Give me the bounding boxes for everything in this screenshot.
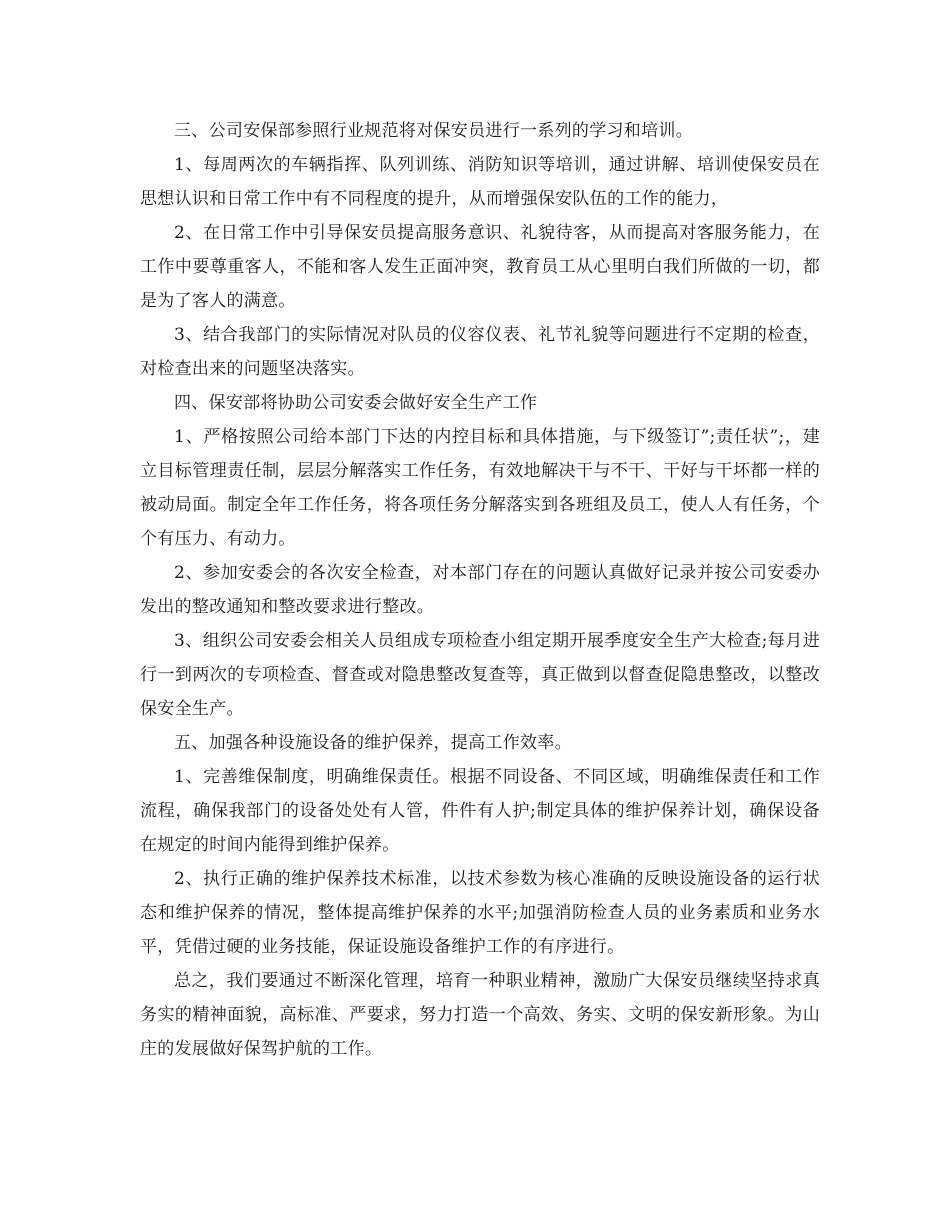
- document-body: [140, 114, 820, 1066]
- paragraph-4-2: 2、参加安委会的各次安全检查，对本部门存在的问题认真做好记录并按公司安委办发出的整改通知和整改要求进行整改。: [140, 563, 820, 617]
- paragraph-4-3: 3、组织公司安委会相关人员组成专项检查小组定期开展季度安全生产大检查;每月进行一到两次的专项检查、督查或对隐患整改复查等，真正做到以督查促隐患整改，以整改保安全生产。: [140, 631, 820, 719]
- paragraph-3-3: 3、结合我部门的实际情况对队员的仪容仪表、礼节礼貌等问题进行不定期的检查，对检查出来的问题坚决落实。: [140, 325, 820, 379]
- paragraph-4-1: 1、严格按照公司给本部门下达的内控目标和具体措施，与下级签订”;责任状”;，建立目标管理责任制，层层分解落实工作任务，有效地解决干与不干、干好与干坏都一样的被动局面。制定全年工作任务，将各项任务分解落实到各班组及员工，使人人有任务，个个有压力、有动力。: [140, 427, 820, 549]
- conclusion-paragraph: 总之，我们要通过不断深化管理，培育一种职业精神，激励广大保安员继续坚持求真务实的精神面貌，高标准、严要求，努力打造一个高效、务实、文明的保安新形象。为山庄的发展做好保驾护航的工作。: [140, 971, 820, 1059]
- paragraph-3-1: 1、每周两次的车辆指挥、队列训练、消防知识等培训，通过讲解、培训使保安员在思想认识和日常工作中有不同程度的提升，从而增强保安队伍的工作的能力，: [140, 155, 820, 209]
- heading-section-5: 五、加强各种设施设备的维护保养，提高工作效率。: [174, 733, 572, 753]
- paragraph-5-2: 2、执行正确的维护保养技术标准，以技术参数为核心准确的反映设施设备的运行状态和维护保养的情况，整体提高维护保养的水平;加强消防检查人员的业务素质和业务水平，凭借过硬的业务技能，保证设施设备维护工作的有序进行。: [140, 869, 820, 957]
- heading-section-4: 四、保安部将协助公司安委会做好安全生产工作: [174, 393, 538, 413]
- paragraph-5-1: 1、完善维保制度，明确维保责任。根据不同设备、不同区域，明确维保责任和工作流程，确保我部门的设备处处有人管，件件有人护;制定具体的维护保养计划，确保设备在规定的时间内能得到维护保养。: [140, 767, 820, 855]
- heading-section-3: 三、公司安保部参照行业规范将对保安员进行一系列的学习和培训。: [174, 121, 693, 141]
- paragraph-3-2: 2、在日常工作中引导保安员提高服务意识、礼貌待客，从而提高对客服务能力，在工作中要尊重客人，不能和客人发生正面冲突，教育员工从心里明白我们所做的一切，都是为了客人的满意。: [140, 223, 820, 311]
